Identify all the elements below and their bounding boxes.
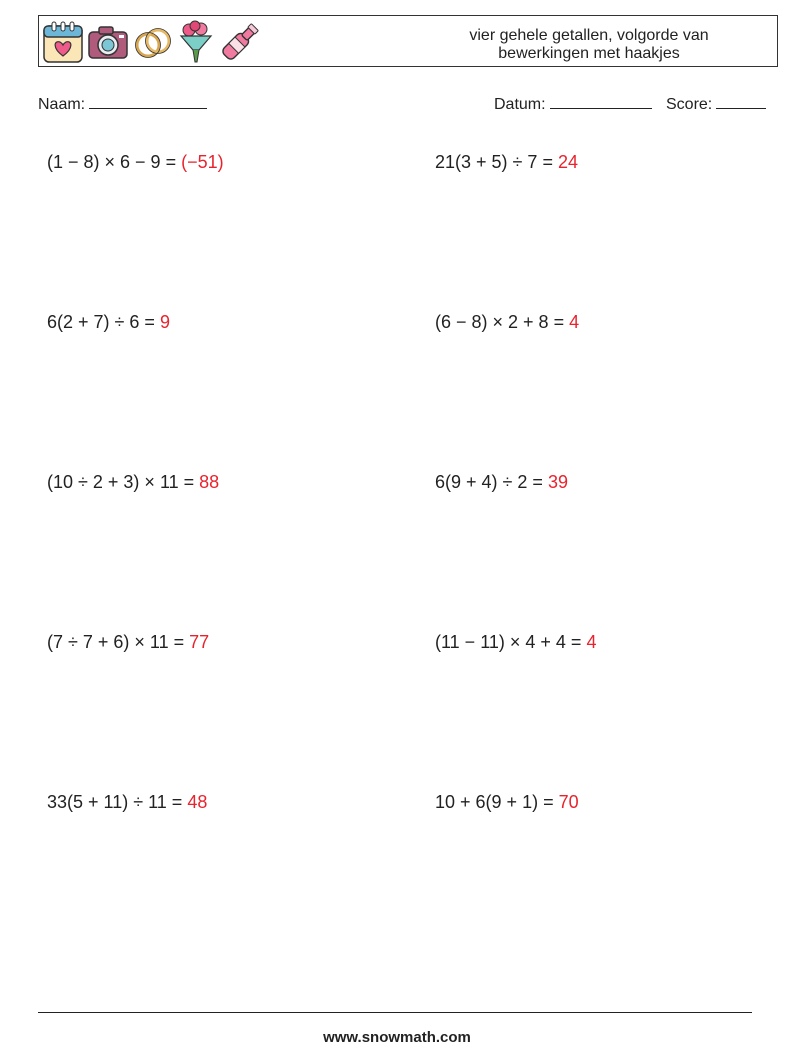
problem-answer: (−51) xyxy=(181,152,224,172)
footer-url[interactable]: www.snowmath.com xyxy=(323,1029,471,1046)
problem-2 xyxy=(435,152,578,173)
footer-divider xyxy=(38,1012,752,1013)
problem-expression: (11 − 11) × 4 + 4 = xyxy=(435,632,587,652)
problem-answer: 4 xyxy=(569,312,580,332)
name-field xyxy=(38,94,207,114)
problem-expression: 33(5 + 11) ÷ 11 = xyxy=(47,792,188,812)
score-label: Score: xyxy=(666,96,713,113)
date-field xyxy=(494,94,652,114)
title-line-1: vier gehele getallen, volgorde van xyxy=(469,27,709,44)
problem-answer: 48 xyxy=(187,792,208,812)
problem-4 xyxy=(435,312,579,333)
calendar-heart-icon xyxy=(42,20,84,64)
title-line-2: bewerkingen met haakjes xyxy=(498,45,680,62)
header-icons xyxy=(42,20,262,64)
problem-expression: 21(3 + 5) ÷ 7 = xyxy=(435,152,558,172)
problem-7 xyxy=(47,632,209,653)
name-label: Naam: xyxy=(38,96,86,113)
worksheet-title xyxy=(419,27,759,63)
problem-answer: 9 xyxy=(159,312,170,332)
bouquet-icon xyxy=(177,20,215,64)
problem-expression: 6(2 + 7) ÷ 6 = xyxy=(47,312,160,332)
name-blank[interactable] xyxy=(89,94,207,109)
problem-6 xyxy=(435,472,568,493)
problem-answer: 88 xyxy=(199,472,220,492)
problem-answer: 4 xyxy=(586,632,597,652)
worksheet-header xyxy=(38,15,778,67)
problem-10 xyxy=(435,792,579,813)
problem-answer: 39 xyxy=(547,472,568,492)
problem-answer: 24 xyxy=(557,152,578,172)
problem-9 xyxy=(47,792,207,813)
problem-answer: 77 xyxy=(189,632,210,652)
date-label: Datum: xyxy=(494,96,546,113)
problem-expression: (6 − 8) × 2 + 8 = xyxy=(435,312,570,332)
score-blank[interactable] xyxy=(716,94,766,109)
problem-expression: (10 ÷ 2 + 3) × 11 = xyxy=(47,472,200,492)
problem-8 xyxy=(435,632,596,653)
champagne-bottle-icon xyxy=(218,20,262,64)
problem-expression: 6(9 + 4) ÷ 2 = xyxy=(435,472,548,492)
wedding-rings-icon xyxy=(132,20,174,64)
problem-answer: 70 xyxy=(558,792,579,812)
problem-3 xyxy=(47,312,170,333)
problem-expression: (7 ÷ 7 + 6) × 11 = xyxy=(47,632,190,652)
problem-expression: 10 + 6(9 + 1) = xyxy=(435,792,559,812)
date-blank[interactable] xyxy=(550,94,652,109)
problem-5 xyxy=(47,472,219,493)
problem-1 xyxy=(47,152,224,173)
camera-icon xyxy=(87,20,129,64)
score-field xyxy=(666,94,766,114)
problem-expression: (1 − 8) × 6 − 9 = xyxy=(47,152,182,172)
